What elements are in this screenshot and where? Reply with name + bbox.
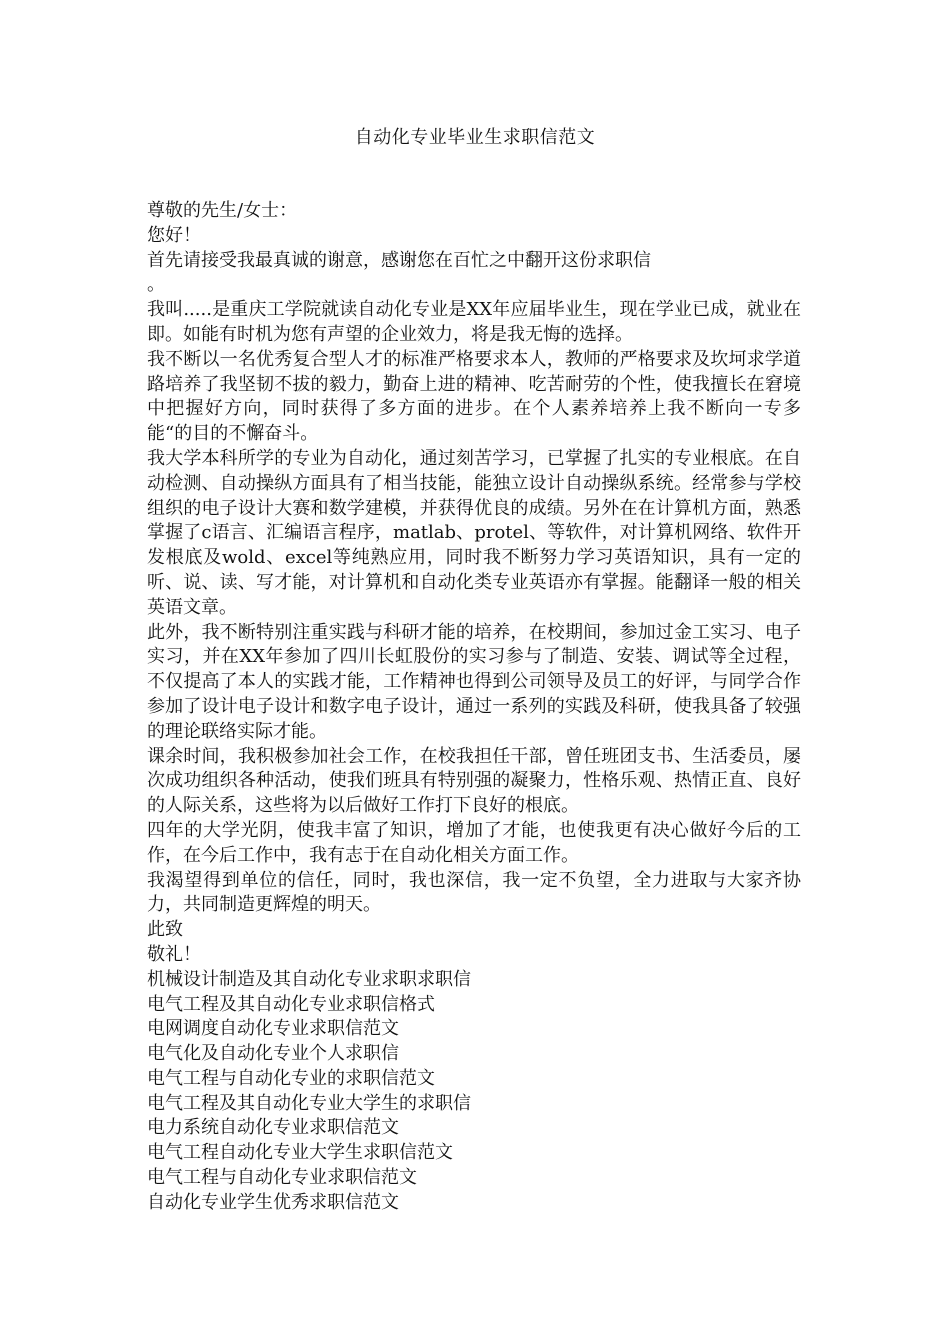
related-link: 电气工程及其自动化专业求职信格式 bbox=[147, 993, 435, 1015]
document-title: 自动化专业毕业生求职信范文 bbox=[354, 127, 596, 148]
intro-end: 。 bbox=[147, 274, 165, 296]
related-link: 电气工程与自动化专业的求职信范文 bbox=[147, 1067, 435, 1089]
related-link: 电气化及自动化专业个人求职信 bbox=[147, 1043, 399, 1065]
related-link: 电气工程自动化专业大学生求职信范文 bbox=[147, 1142, 453, 1164]
intro-paragraph: 首先请接受我最真诚的谢意，感谢您在百忙之中翻开这份求职信 bbox=[147, 249, 651, 271]
body-paragraph: 四年的大学光阴，使我丰富了知识，增加了才能，也使我更有决心做好今后的工作，在今后工作中，我有志于在自动化相关方面工作。 bbox=[147, 819, 801, 866]
greeting: 您好！ bbox=[147, 224, 201, 246]
related-link: 机械设计制造及其自动化专业求职求职信 bbox=[147, 968, 471, 990]
body-paragraph: 我叫.....是重庆工学院就读自动化专业是XX年应届毕业生，现在学业已成，就业在即。如能有时机为您有声望的企业效力，将是我无悔的选择。 bbox=[147, 299, 801, 345]
body-paragraph: 我不断以一名优秀复合型人才的标准严格要求本人，教师的严格要求及坎坷求学道路培养了我坚韧不拔的毅力，勤奋上进的精神、吃苦耐劳的个性，使我擅长在窘境中把握好方向，同时获得了多方面的进步。在个人素养培养上我不断向一专多能“的目的不懈奋斗。 bbox=[147, 348, 801, 445]
related-link: 电气工程与自动化专业求职信范文 bbox=[147, 1167, 417, 1189]
body-paragraph: 此外，我不断特别注重实践与科研才能的培养，在校期间，参加过金工实习、电子实习，并在XX年参加了四川长虹股份的实习参与了制造、安装、调试等全过程，不仅提高了本人的实践才能，工作精神也得到公司领导及员工的好评，与同学合作参加了设计电子设计和数字电子设计，通过一系列的实践及科研，使我具备了较强的理论联络实际才能。 bbox=[147, 621, 801, 742]
related-link: 自动化专业学生优秀求职信范文 bbox=[147, 1191, 399, 1213]
letter-body bbox=[147, 199, 801, 1216]
closing-line: 此致 bbox=[147, 919, 183, 941]
related-link: 电力系统自动化专业求职信范文 bbox=[147, 1117, 399, 1139]
salutation: 尊敬的先生/女士： bbox=[147, 200, 298, 221]
related-links-list bbox=[147, 968, 801, 1216]
body-paragraph: 课余时间，我积极参加社会工作，在校我担任干部，曾任班团支书、生活委员，屡次成功组织各种活动，使我们班具有特别强的凝聚力，性格乐观、热情正直、良好的人际关系，这些将为以后做好工作打下良好的根底。 bbox=[147, 745, 801, 817]
body-paragraph: 我渴望得到单位的信任，同时，我也深信，我一定不负望，全力进取与大家齐协力，共同制造更辉煌的明天。 bbox=[147, 869, 801, 916]
closing-line: 敬礼！ bbox=[147, 943, 201, 965]
related-link: 电网调度自动化专业求职信范文 bbox=[147, 1018, 399, 1040]
related-link: 电气工程及其自动化专业大学生的求职信 bbox=[147, 1092, 471, 1114]
body-paragraph: 我大学本科所学的专业为自动化，通过刻苦学习，已掌握了扎实的专业根底。在自动检测、自动操纵方面具有了相当技能，能独立设计自动操纵系统。经常参与学校组织的电子设计大赛和数学建模，并获得优良的成绩。另外在在计算机方面，熟悉掌握了c语言、汇编语言程序，matlab、protel、等软件，对计算机网络、软件开发根底及wold、excel等纯熟应用，同时我不断努力学习英语知识，具有一定的听、说、读、写才能，对计算机和自动化类专业英语亦有掌握。能翻译一般的相关英语文章。 bbox=[147, 447, 801, 618]
